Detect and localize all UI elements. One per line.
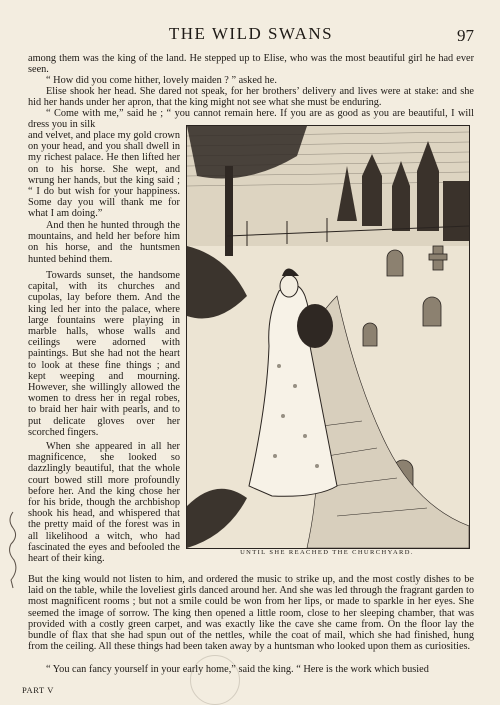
paragraph-king-of-land: among them was the king of the land. He stepped up to Elise, who was the most beautiful girl he had ever seen. — [28, 53, 474, 76]
margin-annotation — [5, 510, 21, 590]
paragraph-elise-shook-head: Elise shook her head. She dared not speak, for her brothers’ delivery and lives were at stake: and she hid her hands under her apron, that the king might not see what she must be enduring. — [28, 86, 474, 109]
page-header — [28, 24, 474, 46]
nettles-bush — [297, 304, 333, 348]
paragraph-come-with-me: “ Come with me,” said he ; “ you cannot remain here. If you are as good as you are beautiful, I will dress you in silk — [28, 108, 474, 131]
paragraph-towards-sunset: Towards sunset, the handsome capital, with its churches and cupolas, lay before them. And the king led her into the palace, where large fountains were playing in marble halls, whose walls and ceilings were adorned with paintings. But she had not the heart to look at these fine things ; and kept weeping and mourning. However, she willingly allowed the women to dress her in regal robes, to braid her hair with pearls, and to put delicate gloves over her scorched fingers. — [28, 270, 180, 438]
running-title: THE WILD SWANS — [168, 24, 334, 43]
paragraph-early-home: “ You can fancy yourself in your early home,” said the king. “ Here is the work which busied — [46, 664, 429, 675]
paragraph-magnificence: When she appeared in all her magnificence, she looked so dazzlingly beautiful, that the whole court bowed still more profoundly before her. And the king chose her for his bride, though the archbishop shook his head, and whispered that the pretty maid of the forest was in all likelihood a witch, who had fascinated the eyes and befooled the heart of their king. — [28, 441, 180, 565]
paragraph-hunted-mountains: And then he hunted through the mountains, and held her before him on his horse, and the huntsmen hunted behind them. — [28, 220, 180, 265]
signature-mark: PART V — [22, 685, 54, 695]
paragraph-silk-and-velvet: and velvet, and place my gold crown on your head, and you shall dwell in my richest palace. He then lifted her on to his horse. She wept, and wrung her hands, but the king said ; “ I do but wish for your happiness. Some day you will thank me for what I am doing.” — [28, 130, 180, 220]
paragraph-how-did-you-come: “ How did you come hither, lovely maiden ? ” asked he. — [46, 75, 277, 86]
figure-caption: UNTIL SHE REACHED THE CHURCHYARD. — [240, 549, 414, 556]
illustration-churchyard — [186, 125, 470, 549]
library-stamp-watermark — [190, 655, 240, 705]
page-number: 97 — [457, 26, 474, 45]
engraving-drawing — [187, 126, 469, 548]
paragraph-king-would-not-listen: But the king would not listen to him, and ordered the music to strike up, and the most costly dishes to be laid on the table, while the loveliest girls danced around her. And she was led through the fragrant garden to most magnificent rooms ; but not a smile could be won from her lips, or made to sparkle in her eyes. She seemed the image of sorrow. The king then opened a little room, close to her sleeping chamber, that was provided with a costly green carpet, and was exactly like the cave she came from. On the floor lay the bundle of flax that she had spun out of the nettles, while the coat of mail, which she had finished, hung from the ceiling. All these things had been taken away by a huntsman who looked upon them as curiosities. — [28, 574, 474, 653]
